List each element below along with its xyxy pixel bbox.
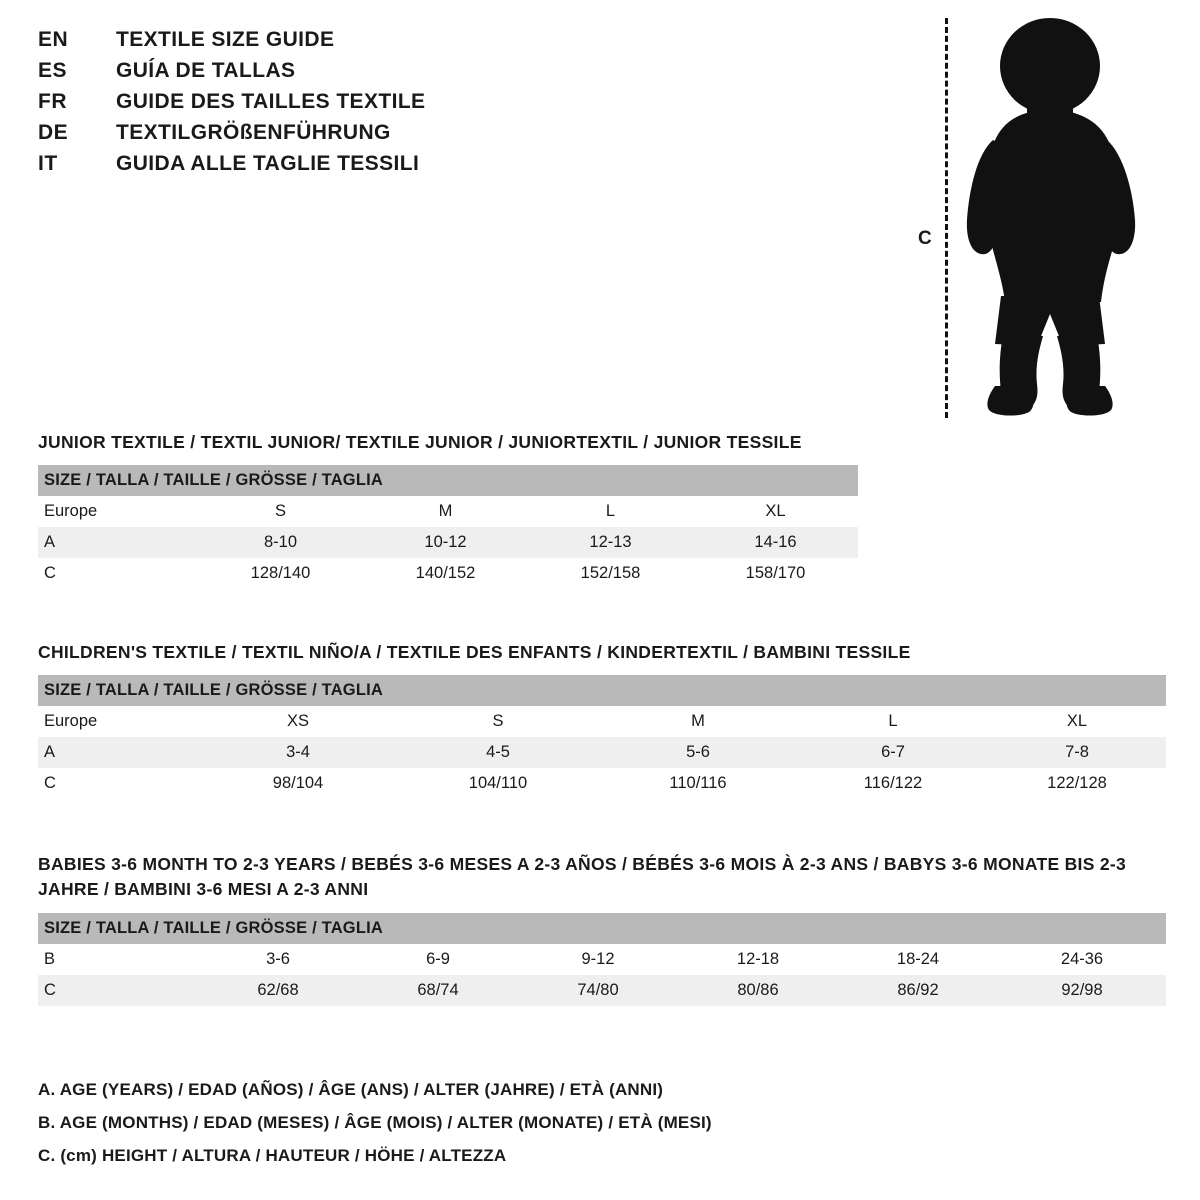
row-label: Europe bbox=[38, 496, 198, 527]
table-row bbox=[38, 944, 1166, 975]
table-cell: L bbox=[798, 706, 988, 737]
height-dashed-line bbox=[945, 18, 948, 418]
row-label: Europe bbox=[38, 706, 198, 737]
table-cell: 9-12 bbox=[518, 944, 678, 975]
table-cell: S bbox=[398, 706, 598, 737]
table-band-label: SIZE / TALLA / TAILLE / GRÖSSE / TAGLIA bbox=[38, 465, 858, 496]
table-cell: 152/158 bbox=[528, 558, 693, 589]
table-row bbox=[38, 527, 858, 558]
table-cell: 104/110 bbox=[398, 768, 598, 799]
table-cell: 80/86 bbox=[678, 975, 838, 1006]
legend-block bbox=[38, 1073, 1038, 1172]
table-cell: 122/128 bbox=[988, 768, 1166, 799]
language-title: TEXTILE SIZE GUIDE bbox=[116, 28, 335, 51]
table-row bbox=[38, 706, 1166, 737]
table-cell: S bbox=[198, 496, 363, 527]
language-row bbox=[38, 59, 598, 90]
section-title: CHILDREN'S TEXTILE / TEXTIL NIÑO/A / TEXTILE DES ENFANTS / KINDERTEXTIL / BAMBINI TESSILE bbox=[38, 642, 911, 662]
table-cell: M bbox=[363, 496, 528, 527]
table-cell: 6-9 bbox=[358, 944, 518, 975]
height-measure-label: C bbox=[918, 228, 932, 249]
table-cell: 3-6 bbox=[198, 944, 358, 975]
junior-size-table bbox=[38, 465, 858, 589]
table-cell: 92/98 bbox=[998, 975, 1166, 1006]
table-band-label: SIZE / TALLA / TAILLE / GRÖSSE / TAGLIA bbox=[38, 913, 1166, 944]
language-title: GUÍA DE TALLAS bbox=[116, 59, 296, 82]
table-band-row bbox=[38, 465, 858, 496]
table-row bbox=[38, 975, 1166, 1006]
table-cell: 24-36 bbox=[998, 944, 1166, 975]
row-label: C bbox=[38, 768, 198, 799]
table-cell: 12-13 bbox=[528, 527, 693, 558]
language-title: GUIDE DES TAILLES TEXTILE bbox=[116, 90, 426, 113]
legend-line-b: B. AGE (MONTHS) / EDAD (MESES) / ÂGE (MOIS) / ALTER (MONATE) / ETÀ (MESI) bbox=[38, 1112, 712, 1132]
table-cell: M bbox=[598, 706, 798, 737]
table-cell: 86/92 bbox=[838, 975, 998, 1006]
section-children bbox=[38, 640, 1166, 799]
table-cell: XL bbox=[693, 496, 858, 527]
table-cell: 62/68 bbox=[198, 975, 358, 1006]
row-label: C bbox=[38, 975, 198, 1006]
language-code: FR bbox=[38, 90, 67, 113]
table-cell: 68/74 bbox=[358, 975, 518, 1006]
table-cell: XL bbox=[988, 706, 1166, 737]
table-cell: 74/80 bbox=[518, 975, 678, 1006]
measurement-figure bbox=[900, 10, 1180, 420]
legend-line-c: C. (cm) HEIGHT / ALTURA / HAUTEUR / HÖHE / ALTEZZA bbox=[38, 1145, 507, 1165]
language-row bbox=[38, 90, 598, 121]
language-code: EN bbox=[38, 28, 69, 51]
language-row bbox=[38, 28, 598, 59]
table-cell: 140/152 bbox=[363, 558, 528, 589]
section-junior bbox=[38, 430, 1166, 589]
table-band-label: SIZE / TALLA / TAILLE / GRÖSSE / TAGLIA bbox=[38, 675, 1166, 706]
language-code: DE bbox=[38, 121, 69, 144]
table-cell: 10-12 bbox=[363, 527, 528, 558]
table-cell: XS bbox=[198, 706, 398, 737]
row-label: A bbox=[38, 527, 198, 558]
language-title: GUIDA ALLE TAGLIE TESSILI bbox=[116, 152, 420, 175]
language-row bbox=[38, 121, 598, 152]
babies-size-table bbox=[38, 913, 1166, 1006]
table-cell: 110/116 bbox=[598, 768, 798, 799]
table-cell: 14-16 bbox=[693, 527, 858, 558]
table-cell: L bbox=[528, 496, 693, 527]
table-band-row bbox=[38, 913, 1166, 944]
table-cell: 116/122 bbox=[798, 768, 988, 799]
legend-line-a: A. AGE (YEARS) / EDAD (AÑOS) / ÂGE (ANS) / ALTER (JAHRE) / ETÀ (ANNI) bbox=[38, 1079, 664, 1099]
row-label: A bbox=[38, 737, 198, 768]
table-cell: 3-4 bbox=[198, 737, 398, 768]
row-label: C bbox=[38, 558, 198, 589]
table-row bbox=[38, 737, 1166, 768]
language-title-block bbox=[38, 28, 598, 183]
table-row bbox=[38, 558, 858, 589]
children-size-table bbox=[38, 675, 1166, 799]
table-cell: 128/140 bbox=[198, 558, 363, 589]
language-row bbox=[38, 152, 598, 183]
table-cell: 5-6 bbox=[598, 737, 798, 768]
table-row bbox=[38, 496, 858, 527]
table-cell: 18-24 bbox=[838, 944, 998, 975]
table-cell: 158/170 bbox=[693, 558, 858, 589]
child-silhouette-icon bbox=[955, 14, 1145, 424]
section-babies bbox=[38, 852, 1166, 1006]
section-title: BABIES 3-6 MONTH TO 2-3 YEARS / BEBÉS 3-6 MESES A 2-3 AÑOS / BÉBÉS 3-6 MOIS À 2-3 ANS / BABYS 3-6 MONATE BIS 2-3 JAHRE / BAMBINI 3-6 MESI A 2-3 ANNI bbox=[38, 854, 1127, 900]
table-cell: 12-18 bbox=[678, 944, 838, 975]
table-band-row bbox=[38, 675, 1166, 706]
language-title: TEXTILGRÖßENFÜHRUNG bbox=[116, 121, 391, 144]
table-cell: 8-10 bbox=[198, 527, 363, 558]
table-cell: 4-5 bbox=[398, 737, 598, 768]
table-row bbox=[38, 768, 1166, 799]
table-cell: 98/104 bbox=[198, 768, 398, 799]
table-cell: 6-7 bbox=[798, 737, 988, 768]
section-title: JUNIOR TEXTILE / TEXTIL JUNIOR/ TEXTILE JUNIOR / JUNIORTEXTIL / JUNIOR TESSILE bbox=[38, 432, 802, 452]
row-label: B bbox=[38, 944, 198, 975]
table-cell: 7-8 bbox=[988, 737, 1166, 768]
language-code: IT bbox=[38, 152, 58, 175]
language-code: ES bbox=[38, 59, 68, 82]
